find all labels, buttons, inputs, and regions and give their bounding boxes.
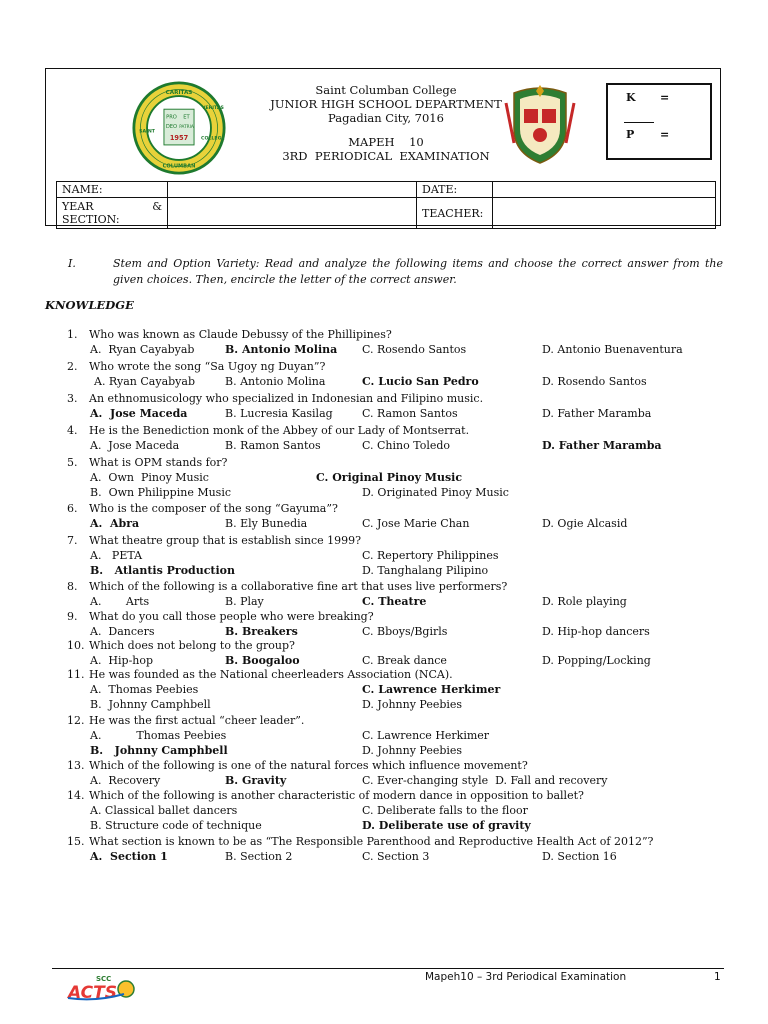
year-section-label — [57, 198, 168, 229]
question-item — [67, 714, 304, 727]
question-number: 14. — [67, 789, 85, 802]
question-number: 13. — [67, 759, 85, 772]
question-text: Who was known as Claude Debussy of the Phillipines? — [89, 328, 392, 341]
answer-option[interactable]: A. Classical ballet dancers — [90, 804, 238, 817]
exam-subject: MAPEH 10 — [348, 135, 424, 149]
answer-option[interactable]: A. Thomas Peebies — [90, 683, 199, 696]
answer-option[interactable]: C. Rosendo Santos — [362, 343, 467, 356]
question-number: 9. — [67, 610, 78, 623]
answer-option[interactable]: D. Hip-hop dancers — [542, 625, 650, 638]
answer-option[interactable]: C. Section 3 — [362, 850, 430, 863]
answer-option[interactable]: B. Antonio Molina — [225, 343, 338, 356]
answer-option[interactable]: D. Popping/Locking — [542, 654, 651, 667]
teacher-label: TEACHER: — [417, 198, 493, 229]
answer-option[interactable]: D. Deliberate use of gravity — [362, 819, 531, 832]
instruction-number: I. — [68, 257, 76, 270]
question-number: 7. — [67, 534, 78, 547]
answer-option[interactable]: B. Breakers — [225, 625, 298, 638]
answer-option[interactable]: C. Bboys/Bgirls — [362, 625, 448, 638]
footer-title: Mapeh10 – 3rd Periodical Examination — [425, 971, 627, 983]
school-city: Pagadian City, 7016 — [328, 111, 444, 125]
answer-option[interactable]: D. Father Maramba — [542, 439, 662, 452]
question-item — [67, 424, 469, 437]
score-p-label: P — [626, 128, 635, 141]
answer-option[interactable]: C. Ever-changing style D. Fall and recovery — [362, 774, 608, 787]
seal-text-bottom: COLUMBAN — [162, 163, 196, 170]
answer-option[interactable]: B. Section 2 — [225, 850, 293, 863]
question-text: Who wrote the song “Sa Ugoy ng Duyan”? — [89, 360, 326, 373]
answer-option[interactable]: A. Dancers — [90, 625, 155, 638]
question-item — [67, 534, 361, 547]
ampersand-label: & — [152, 200, 162, 213]
question-text: Who is the composer of the song “Gayuma”? — [89, 502, 338, 515]
answer-option[interactable]: C. Break dance — [362, 654, 447, 667]
score-p-equals: = — [660, 128, 670, 141]
question-item — [67, 639, 295, 652]
question-item — [67, 392, 483, 405]
question-item — [67, 456, 227, 469]
question-text: What is OPM stands for? — [89, 456, 228, 469]
question-text: He was founded as the National cheerleaders Association (NCA). — [89, 668, 453, 681]
question-text: Which of the following is one of the natural forces which influence movement? — [89, 759, 528, 772]
answer-option[interactable]: D. Section 16 — [542, 850, 617, 863]
answer-option[interactable]: D. Ogie Alcasid — [542, 517, 628, 530]
answer-option[interactable]: C. Deliberate falls to the floor — [362, 804, 528, 817]
answer-option[interactable]: C. Lawrence Herkimer — [362, 729, 490, 742]
date-label: DATE: — [417, 182, 493, 198]
question-text: An ethnomusicology who specialized in Indonesian and Filipino music. — [89, 392, 484, 405]
instruction-text: Stem and Option Variety: Read and analyze the following items and choose the correct answer from the given choices. Then, encircle the letter of the correct answer. — [113, 257, 723, 286]
diocese-crest-logo — [504, 83, 576, 165]
question-number: 3. — [67, 392, 78, 405]
school-heading — [246, 83, 526, 163]
acts-logo — [66, 972, 136, 1002]
answer-option[interactable]: A. Recovery — [90, 774, 161, 787]
seal-text-pro: PRO — [166, 114, 177, 121]
question-item — [67, 835, 653, 848]
question-item — [67, 668, 453, 681]
question-text: He is the Benediction monk of the Abbey of our Lady of Montserrat. — [89, 424, 470, 437]
question-text: What theatre group that is establish since 1999? — [89, 534, 362, 547]
score-box — [606, 83, 712, 160]
school-seal-logo — [132, 81, 226, 175]
seal-text-deo: DEO — [165, 124, 178, 130]
teacher-field[interactable] — [493, 198, 716, 229]
answer-option[interactable]: B. Play — [225, 595, 264, 608]
year-section-field[interactable] — [168, 198, 417, 229]
score-k-equals: = — [660, 91, 670, 104]
seal-text-right-top: VERITAS — [201, 106, 224, 112]
answer-option[interactable]: D. Antonio Buenaventura — [542, 343, 683, 356]
year-label: YEAR — [62, 200, 94, 213]
answer-option[interactable]: C. Lawrence Herkimer — [362, 683, 501, 696]
answer-option[interactable]: A. Section 1 — [90, 850, 168, 863]
seal-text-et: ET — [183, 114, 190, 121]
question-number: 4. — [67, 424, 78, 437]
question-number: 10. — [67, 639, 85, 652]
section-title: KNOWLEDGE — [45, 298, 134, 312]
question-number: 12. — [67, 714, 85, 727]
footer-divider — [52, 968, 724, 969]
seal-text-top: CARITAS — [165, 90, 193, 97]
answer-option[interactable]: B. Structure code of technique — [90, 819, 262, 832]
department-name: JUNIOR HIGH SCHOOL DEPARTMENT — [270, 97, 502, 111]
question-item — [67, 328, 392, 341]
question-number: 11. — [67, 668, 85, 681]
name-field[interactable] — [168, 182, 417, 198]
answer-option[interactable]: C. Chino Toledo — [362, 439, 451, 452]
seal-text-year: 1957 — [169, 134, 189, 143]
answer-option[interactable]: B. Gravity — [225, 774, 287, 787]
question-item — [67, 610, 374, 623]
acts-logo-text: ACTS — [68, 983, 117, 1002]
question-number: 5. — [67, 456, 78, 469]
question-number: 2. — [67, 360, 78, 373]
answer-option[interactable]: A. Hip-hop — [90, 654, 154, 667]
answer-option[interactable]: C. Ramon Santos — [362, 407, 458, 420]
answer-option[interactable]: B. Antonio Molina — [225, 375, 326, 388]
answer-option[interactable]: D. Father Maramba — [542, 407, 652, 420]
question-number: 15. — [67, 835, 85, 848]
question-number: 6. — [67, 502, 78, 515]
question-text: What do you call those people who were breaking? — [89, 610, 374, 623]
question-item — [67, 580, 507, 593]
answer-option[interactable]: A. Own Pinoy Music — [90, 471, 209, 484]
question-number: 1. — [67, 328, 78, 341]
answer-option[interactable]: C. Jose Marie Chan — [362, 517, 470, 530]
answer-option[interactable]: B. Boogaloo — [225, 654, 300, 667]
acts-logo-small: SCC — [96, 975, 112, 983]
score-divider — [624, 122, 654, 123]
question-text: What section is known to be as “The Responsible Parenthood and Reproductive Health Act of 2012”? — [89, 835, 654, 848]
answer-option[interactable]: B. Own Philippine Music — [90, 486, 231, 499]
answer-option[interactable]: D. Johnny Peebies — [362, 698, 463, 711]
answer-option[interactable]: B. Ramon Santos — [225, 439, 321, 452]
answer-option[interactable]: A. Thomas Peebies — [90, 729, 227, 742]
answer-option[interactable]: D. Role playing — [542, 595, 627, 608]
answer-option[interactable]: C. Repertory Philippines — [362, 549, 499, 562]
question-text: Which of the following is a collaborative fine art that uses live performers? — [89, 580, 508, 593]
answer-option[interactable]: A. Arts — [90, 595, 150, 608]
answer-option[interactable]: A. Ryan Cayabyab — [90, 343, 195, 356]
answer-option[interactable]: A. PETA — [90, 549, 143, 562]
seal-text-right-bottom: COLLEGE — [201, 136, 225, 142]
question-item — [67, 502, 338, 515]
answer-option[interactable]: C. Lucio San Pedro — [362, 375, 479, 388]
student-info-table — [56, 181, 716, 229]
score-k-label: K — [626, 91, 636, 104]
answer-option[interactable]: A. Ryan Cayabyab — [94, 375, 195, 388]
school-name: Saint Columban College — [315, 83, 457, 97]
question-text: Which does not belong to the group? — [89, 639, 295, 652]
answer-option[interactable]: A. Abra — [90, 517, 140, 530]
answer-option[interactable]: A. Jose Maceda — [90, 439, 180, 452]
answer-option[interactable]: A. Jose Maceda — [90, 407, 188, 420]
answer-option[interactable]: B. Atlantis Production — [90, 564, 236, 577]
seal-text-patria: PATRIA — [179, 124, 194, 129]
question-item — [67, 789, 584, 802]
question-text: He was the first actual “cheer leader”. — [89, 714, 305, 727]
exam-header — [45, 68, 721, 226]
question-number: 8. — [67, 580, 78, 593]
question-text: Which of the following is another characteristic of modern dance in opposition to ballet? — [89, 789, 584, 802]
answer-option[interactable]: B. Ely Bunedia — [225, 517, 308, 530]
seal-text-left: SAINT — [139, 129, 155, 135]
answer-option[interactable]: B. Johnny Camphbell — [90, 698, 211, 711]
answer-option[interactable]: B. Lucresia Kasilag — [225, 407, 333, 420]
name-label: NAME: — [57, 182, 168, 198]
answer-option[interactable]: D. Originated Pinoy Music — [362, 486, 509, 499]
answer-option[interactable]: C. Original Pinoy Music — [316, 471, 463, 484]
exam-title: 3RD PERIODICAL EXAMINATION — [282, 149, 490, 163]
page-number: 1 — [714, 971, 721, 983]
answer-option[interactable]: C. Theatre — [362, 595, 427, 608]
section-label: SECTION: — [62, 213, 120, 226]
question-item — [67, 759, 528, 772]
answer-option[interactable]: D. Johnny Peebies — [362, 744, 463, 757]
date-field[interactable] — [493, 182, 716, 198]
answer-option[interactable]: B. Johnny Camphbell — [90, 744, 228, 757]
question-item — [67, 360, 325, 373]
answer-option[interactable]: D. Tanghalang Pilipino — [362, 564, 489, 577]
answer-option[interactable]: D. Rosendo Santos — [542, 375, 647, 388]
